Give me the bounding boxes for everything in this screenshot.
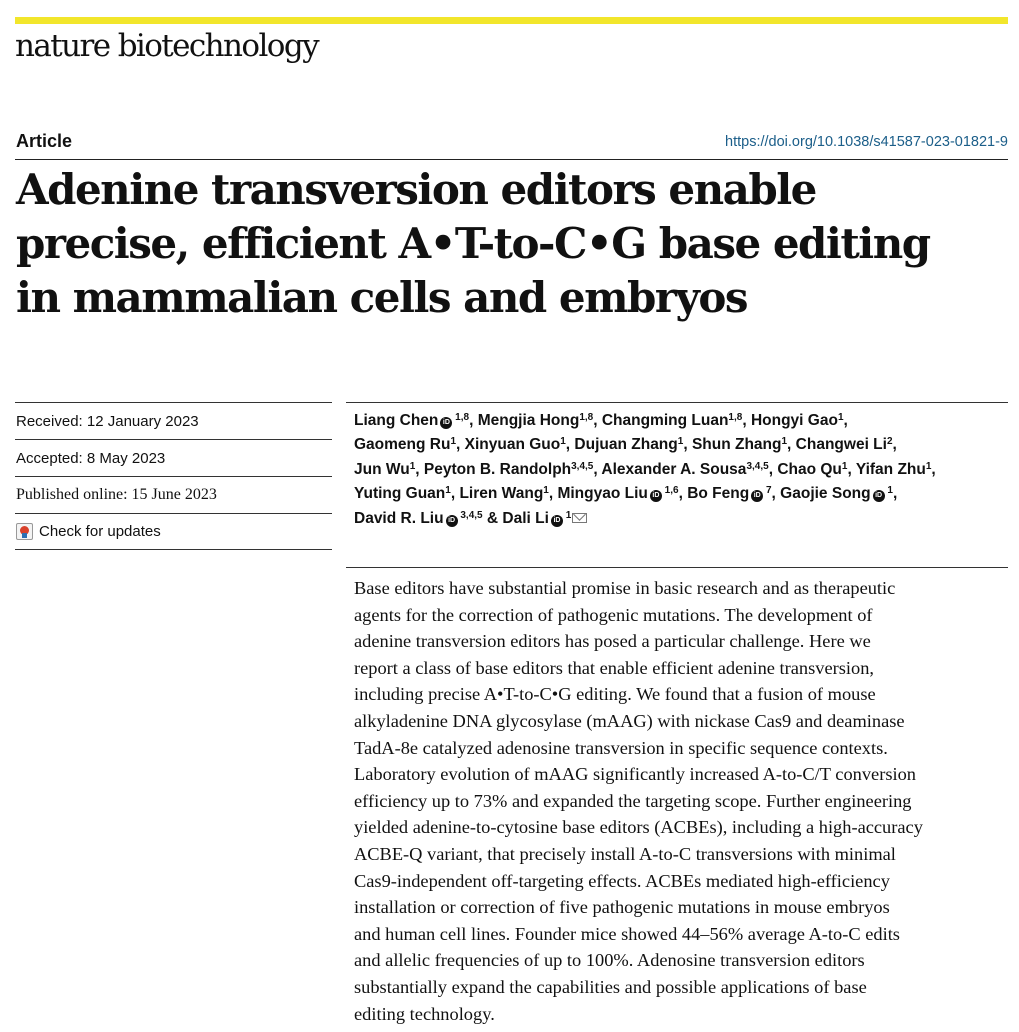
- journal-name[interactable]: nature biotechnology: [15, 28, 319, 64]
- orcid-icon[interactable]: iD: [873, 490, 885, 502]
- author-separator: ,: [678, 485, 688, 503]
- check-for-updates-label: Check for updates: [39, 523, 161, 540]
- author-name[interactable]: Bo Feng: [687, 485, 750, 503]
- author-name[interactable]: Shun Zhang: [691, 436, 782, 454]
- abstract-line: alkyladenine DNA glycosylase (mAAG) with nickase Cas9 and deaminase: [354, 710, 905, 731]
- author-line: [354, 482, 1008, 506]
- affiliation-marker[interactable]: 3,4,5: [571, 460, 594, 472]
- author-name[interactable]: Mingyao Liu: [557, 485, 648, 503]
- affiliation-marker[interactable]: 1: [841, 460, 848, 472]
- affiliation-marker[interactable]: 1: [837, 412, 844, 423]
- abstract-line: and allelic frequencies of up to 100%. Adenosine transversion editors: [354, 950, 865, 971]
- abstract-line: Base editors have substantial promise in basic research and as therapeutic: [354, 578, 896, 598]
- accepted-date: Accepted: 8 May 2023: [15, 439, 332, 476]
- author-separator: ,: [593, 412, 602, 429]
- abstract-line: including precise A•T-to-C•G editing. We found that a fusion of mouse: [354, 684, 876, 705]
- abstract-line: installation or correction of five pathogenic mutations in mouse embryos: [354, 897, 890, 918]
- affiliation-marker[interactable]: 1: [409, 460, 416, 472]
- author-separator: ,: [847, 460, 856, 478]
- abstract-line: and human cell lines. Founder mice showed 44–56% average A-to-C edits: [354, 923, 900, 944]
- published-date: Published online: 15 June 2023: [15, 476, 332, 513]
- affiliation-marker[interactable]: 1: [450, 436, 457, 448]
- affiliation-marker[interactable]: 1: [543, 485, 549, 497]
- author-name[interactable]: Gaomeng Ru: [354, 436, 451, 454]
- author-name[interactable]: Liang Chen: [354, 412, 439, 429]
- author-name[interactable]: Chao Qu: [777, 460, 842, 478]
- author-name[interactable]: Yuting Guan: [354, 485, 446, 503]
- article-history: [15, 402, 332, 550]
- affiliation-marker[interactable]: 1: [677, 436, 684, 448]
- abstract-line: TadA-8e catalyzed adenosine transversion in specific sequence contexts.: [354, 737, 888, 758]
- abstract-divider: [346, 567, 1008, 568]
- author-separator: &: [482, 509, 503, 527]
- abstract-line: efficiency up to 73% and expanded the targeting scope. Further engineering: [354, 790, 912, 811]
- author-name[interactable]: Alexander A. Sousa: [601, 460, 747, 478]
- author-separator: ,: [415, 460, 424, 478]
- abstract-line: ACBE-Q variant, that precisely install A-to-C transversions with minimal: [354, 843, 896, 864]
- author-name[interactable]: David R. Liu: [354, 509, 444, 527]
- affiliation-marker[interactable]: 1,8: [728, 412, 743, 423]
- abstract: [354, 575, 1009, 1027]
- author-separator: ,: [469, 412, 478, 429]
- author-separator: ,: [742, 412, 751, 429]
- author-separator: ,: [768, 460, 778, 478]
- author-separator: ,: [565, 436, 575, 454]
- crossmark-icon: [16, 523, 33, 540]
- author-separator: ,: [843, 412, 848, 429]
- email-icon[interactable]: [572, 513, 587, 523]
- author-separator: ,: [450, 485, 460, 503]
- article-type: Article: [16, 131, 73, 151]
- abstract-line: adenine transversion editors has posed a particular challenge. Here we: [354, 631, 871, 652]
- author-line: [354, 433, 1008, 457]
- affiliation-marker[interactable]: 1: [884, 485, 893, 497]
- author-line: [354, 458, 1008, 482]
- author-separator: ,: [683, 436, 692, 454]
- affiliation-marker[interactable]: 7: [763, 485, 772, 497]
- journal-accent-bar: [15, 17, 1008, 24]
- author-name[interactable]: Peyton B. Randolph: [423, 460, 572, 478]
- author-separator: ,: [931, 460, 936, 478]
- check-for-updates-button[interactable]: [15, 513, 332, 550]
- affiliation-marker[interactable]: 1,8: [579, 412, 594, 423]
- affiliation-marker[interactable]: 1: [560, 436, 566, 448]
- author-name[interactable]: Mengjia Hong: [477, 412, 580, 429]
- abstract-line: yielded adenine-to-cytosine base editors (ACBEs), including a high-accuracy: [354, 817, 923, 838]
- author-separator: ,: [771, 485, 781, 503]
- orcid-icon[interactable]: iD: [446, 515, 458, 527]
- author-separator: ,: [456, 436, 465, 454]
- abstract-line: substantially expand the capabilities and possible applications of base: [354, 976, 867, 997]
- affiliation-marker[interactable]: 3,4,5: [746, 460, 769, 472]
- author-name[interactable]: Dali Li: [502, 509, 549, 527]
- orcid-icon[interactable]: iD: [551, 515, 563, 527]
- affiliation-marker[interactable]: 3,4,5: [457, 509, 483, 521]
- author-name[interactable]: Dujuan Zhang: [574, 436, 678, 454]
- affiliation-marker[interactable]: 1: [781, 436, 788, 448]
- affiliation-marker[interactable]: 2: [886, 436, 893, 448]
- title-line: in mammalian cells and embryos: [16, 273, 748, 322]
- orcid-icon[interactable]: iD: [751, 490, 763, 502]
- abstract-line: report a class of base editors that enable efficient adenine transversion,: [354, 657, 875, 678]
- orcid-icon[interactable]: iD: [440, 417, 452, 429]
- author-name[interactable]: Changwei Li: [795, 436, 887, 454]
- author-separator: ,: [548, 485, 558, 503]
- affiliation-marker[interactable]: 1: [925, 460, 932, 472]
- affiliation-marker[interactable]: 1: [445, 485, 451, 497]
- author-list: [354, 409, 1008, 531]
- author-line: [354, 507, 1008, 531]
- author-name[interactable]: Hongyi Gao: [750, 412, 838, 429]
- abstract-line: editing technology.: [354, 1003, 495, 1024]
- affiliation-marker[interactable]: 1: [562, 509, 572, 521]
- article-title: [16, 163, 1006, 325]
- author-name[interactable]: Yifan Zhu: [855, 460, 926, 478]
- abstract-line: agents for the correction of pathogenic mutations. The development of: [354, 604, 873, 625]
- author-separator: ,: [593, 460, 602, 478]
- author-separator: ,: [787, 436, 796, 454]
- affiliation-marker[interactable]: 1,8: [452, 412, 470, 423]
- author-name[interactable]: Gaojie Song: [780, 485, 871, 503]
- affiliation-marker[interactable]: 1,6: [661, 485, 679, 497]
- authors-divider: [346, 402, 1008, 403]
- author-separator: ,: [892, 436, 897, 454]
- author-line: [354, 409, 1008, 433]
- title-line: precise, efficient A•T-to-C•G base editing: [16, 219, 930, 268]
- title-line: Adenine transversion editors enable: [16, 165, 816, 214]
- orcid-icon[interactable]: iD: [650, 490, 662, 502]
- author-name[interactable]: Liren Wang: [459, 485, 544, 503]
- author-name[interactable]: Xinyuan Guo: [464, 436, 561, 454]
- author-separator: ,: [892, 485, 898, 503]
- abstract-line: Cas9-independent off-targeting effects. ACBEs mediated high-efficiency: [354, 870, 890, 891]
- abstract-line: Laboratory evolution of mAAG significantly increased A-to-C/T conversion: [354, 764, 916, 785]
- received-date: Received: 12 January 2023: [15, 402, 332, 439]
- author-name[interactable]: Changming Luan: [601, 412, 729, 429]
- author-name[interactable]: Jun Wu: [354, 460, 410, 478]
- doi-link[interactable]: https://doi.org/10.1038/s41587-023-01821-9: [725, 134, 1008, 150]
- header-divider: [15, 159, 1008, 160]
